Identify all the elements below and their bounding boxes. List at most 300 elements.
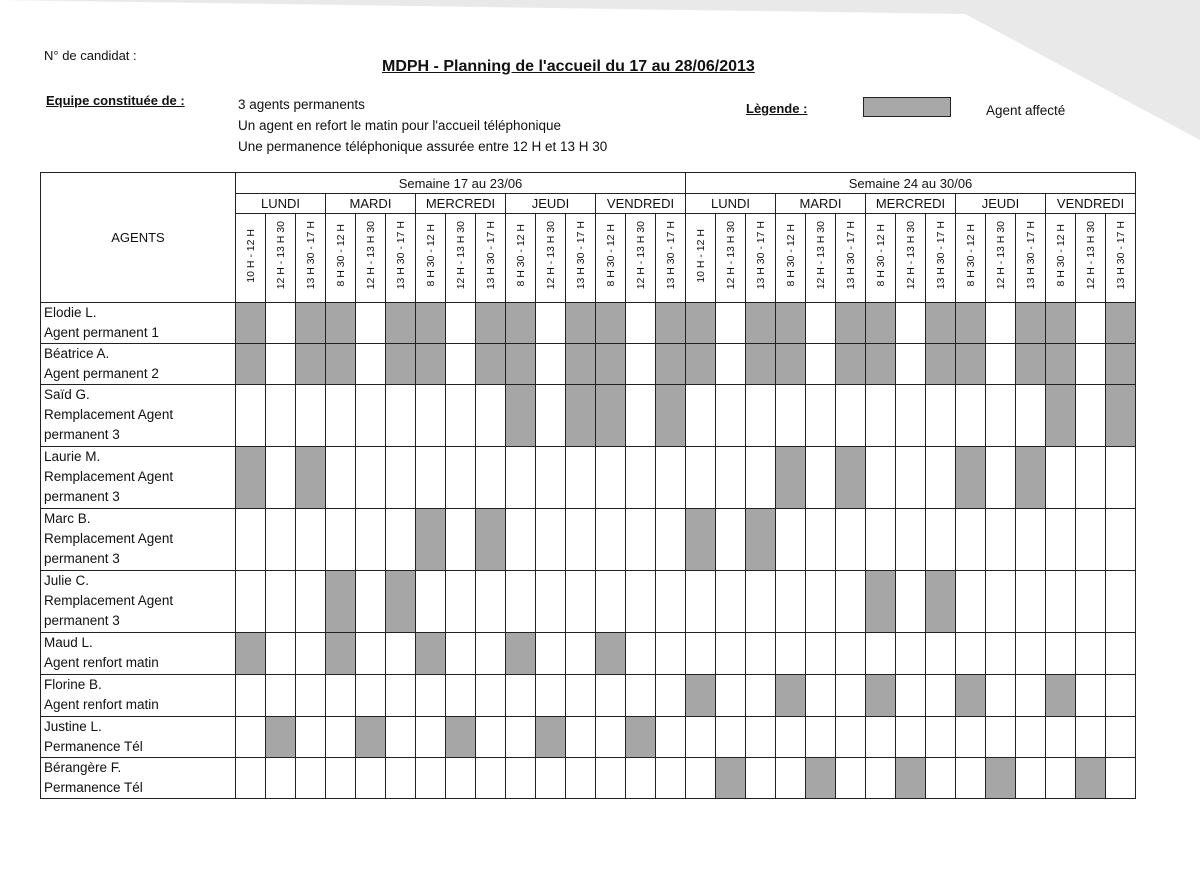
agent-name-line: Béatrice A. [44,346,110,361]
empty-slot-cell [626,571,656,633]
empty-slot-cell [626,447,656,509]
assigned-slot-cell [596,633,626,675]
empty-slot-cell [896,571,926,633]
assigned-slot-cell [806,758,836,799]
slot-label: 13 H 30 - 17 H [664,221,677,290]
assigned-slot-cell [506,385,536,447]
empty-slot-cell [356,633,386,675]
assigned-slot-cell [326,303,356,344]
assigned-slot-cell [866,675,896,717]
empty-slot-cell [926,385,956,447]
day-header: LUNDI [686,194,776,214]
empty-slot-cell [566,717,596,758]
assigned-slot-cell [1046,344,1076,385]
assigned-slot-cell [686,344,716,385]
empty-slot-cell [266,633,296,675]
empty-slot-cell [866,509,896,571]
empty-slot-cell [926,633,956,675]
empty-slot-cell [656,509,686,571]
empty-slot-cell [1106,447,1136,509]
assigned-slot-cell [236,303,266,344]
empty-slot-cell [1016,758,1046,799]
slot-header [266,214,296,303]
empty-slot-cell [986,571,1016,633]
slot-label: 12 H - 13 H 30 [994,221,1007,290]
slot-label: 12 H - 13 H 30 [1084,221,1097,290]
agent-name-line: Marc B. [44,511,91,526]
empty-slot-cell [806,303,836,344]
team-line: Un agent en refort le matin pour l'accueil téléphonique [238,118,562,133]
empty-slot-cell [416,385,446,447]
agent-name-line: Permanence Tél [44,780,143,795]
empty-slot-cell [266,758,296,799]
empty-slot-cell [1076,447,1106,509]
agent-row [41,717,1136,758]
empty-slot-cell [746,385,776,447]
empty-slot-cell [776,633,806,675]
agent-name-cell [41,344,236,385]
empty-slot-cell [896,385,926,447]
assigned-slot-cell [956,675,986,717]
empty-slot-cell [386,447,416,509]
empty-slot-cell [536,675,566,717]
assigned-slot-cell [626,717,656,758]
slot-header [626,214,656,303]
empty-slot-cell [806,717,836,758]
slot-header [926,214,956,303]
day-header: JEUDI [506,194,596,214]
agent-name-cell [41,303,236,344]
empty-slot-cell [236,385,266,447]
assigned-slot-cell [746,344,776,385]
assigned-slot-cell [476,509,506,571]
empty-slot-cell [866,633,896,675]
empty-slot-cell [416,717,446,758]
slot-header [236,214,266,303]
slot-header [1046,214,1076,303]
assigned-slot-cell [686,303,716,344]
empty-slot-cell [716,303,746,344]
empty-slot-cell [836,509,866,571]
empty-slot-cell [716,509,746,571]
assigned-slot-cell [476,303,506,344]
slot-label: 8 H 30 - 12 H [604,224,617,287]
agent-name-line: Remplacement Agent [44,593,174,608]
agent-row [41,303,1136,344]
slot-label: 10 H - 12 H [694,228,707,283]
agent-row [41,571,1136,633]
empty-slot-cell [926,717,956,758]
slot-label: 8 H 30 - 12 H [874,224,887,287]
assigned-slot-cell [1106,385,1136,447]
slot-label: 12 H - 13 H 30 [724,221,737,290]
day-header: MERCREDI [416,194,506,214]
slot-header [896,214,926,303]
empty-slot-cell [446,303,476,344]
empty-slot-cell [896,344,926,385]
slot-header [446,214,476,303]
assigned-slot-cell [836,344,866,385]
empty-slot-cell [476,717,506,758]
empty-slot-cell [356,385,386,447]
empty-slot-cell [476,675,506,717]
empty-slot-cell [836,633,866,675]
empty-slot-cell [296,509,326,571]
assigned-slot-cell [1016,344,1046,385]
empty-slot-cell [836,717,866,758]
empty-slot-cell [356,303,386,344]
empty-slot-cell [476,633,506,675]
empty-slot-cell [806,675,836,717]
empty-slot-cell [386,385,416,447]
empty-slot-cell [956,571,986,633]
assigned-slot-cell [866,344,896,385]
empty-slot-cell [1106,675,1136,717]
empty-slot-cell [686,571,716,633]
agent-name-line: Florine B. [44,677,102,692]
empty-slot-cell [386,633,416,675]
empty-slot-cell [926,758,956,799]
empty-slot-cell [566,633,596,675]
empty-slot-cell [986,385,1016,447]
empty-slot-cell [626,303,656,344]
empty-slot-cell [326,675,356,717]
empty-slot-cell [986,633,1016,675]
empty-slot-cell [896,303,926,344]
empty-slot-cell [776,385,806,447]
empty-slot-cell [716,385,746,447]
slot-label: 8 H 30 - 12 H [964,224,977,287]
page-title: MDPH - Planning de l'accueil du 17 au 28/06/2013 [382,58,755,75]
slot-label: 13 H 30 - 17 H [1114,221,1127,290]
agent-row [41,344,1136,385]
assigned-slot-cell [896,758,926,799]
empty-slot-cell [986,447,1016,509]
empty-slot-cell [686,447,716,509]
empty-slot-cell [536,303,566,344]
slot-header [506,214,536,303]
empty-slot-cell [596,571,626,633]
legend-swatch [863,97,951,117]
empty-slot-cell [356,571,386,633]
empty-slot-cell [1076,633,1106,675]
agent-row [41,447,1136,509]
agent-name-line: Agent permanent 2 [44,366,159,381]
assigned-slot-cell [296,447,326,509]
empty-slot-cell [1046,758,1076,799]
team-label: Equipe constituée de : [46,93,185,108]
agent-name-line: Justine L. [44,719,102,734]
empty-slot-cell [686,633,716,675]
empty-slot-cell [536,571,566,633]
empty-slot-cell [686,717,716,758]
slot-header [866,214,896,303]
empty-slot-cell [896,717,926,758]
empty-slot-cell [1016,509,1046,571]
empty-slot-cell [536,509,566,571]
empty-slot-cell [236,675,266,717]
assigned-slot-cell [1076,758,1106,799]
agent-name-line: Remplacement Agent [44,469,174,484]
empty-slot-cell [536,344,566,385]
empty-slot-cell [1106,633,1136,675]
assigned-slot-cell [776,303,806,344]
slot-header [416,214,446,303]
empty-slot-cell [896,675,926,717]
slot-label: 12 H - 13 H 30 [814,221,827,290]
slot-label: 13 H 30 - 17 H [394,221,407,290]
empty-slot-cell [536,758,566,799]
legend-label: Lègende : [746,101,808,116]
empty-slot-cell [1076,509,1106,571]
empty-slot-cell [1016,675,1046,717]
empty-slot-cell [596,758,626,799]
slot-header [746,214,776,303]
empty-slot-cell [716,633,746,675]
agent-row [41,385,1136,447]
empty-slot-cell [446,344,476,385]
empty-slot-cell [866,758,896,799]
agent-name-line: Saïd G. [44,387,90,402]
assigned-slot-cell [416,509,446,571]
slot-header [806,214,836,303]
slot-header [836,214,866,303]
week-header: Semaine 24 au 30/06 [686,173,1136,194]
slot-label: 13 H 30 - 17 H [754,221,767,290]
slot-label: 8 H 30 - 12 H [514,224,527,287]
empty-slot-cell [656,447,686,509]
empty-slot-cell [326,385,356,447]
assigned-slot-cell [296,303,326,344]
slot-header [596,214,626,303]
empty-slot-cell [296,633,326,675]
slot-label: 10 H - 12 H [244,228,257,283]
empty-slot-cell [566,758,596,799]
empty-slot-cell [806,344,836,385]
empty-slot-cell [1076,571,1106,633]
agent-name-cell [41,717,236,758]
day-header: MARDI [776,194,866,214]
empty-slot-cell [776,717,806,758]
agents-column-header: AGENTS [41,173,236,303]
slot-header [1016,214,1046,303]
assigned-slot-cell [1046,675,1076,717]
empty-slot-cell [476,385,506,447]
empty-slot-cell [266,447,296,509]
empty-slot-cell [806,633,836,675]
day-header: LUNDI [236,194,326,214]
empty-slot-cell [806,509,836,571]
empty-slot-cell [836,675,866,717]
empty-slot-cell [956,717,986,758]
empty-slot-cell [506,571,536,633]
assigned-slot-cell [566,344,596,385]
agent-row [41,633,1136,675]
slot-header [296,214,326,303]
empty-slot-cell [356,758,386,799]
empty-slot-cell [596,447,626,509]
slot-header [986,214,1016,303]
empty-slot-cell [446,571,476,633]
assigned-slot-cell [236,447,266,509]
empty-slot-cell [566,447,596,509]
empty-slot-cell [566,571,596,633]
assigned-slot-cell [866,571,896,633]
empty-slot-cell [236,571,266,633]
empty-slot-cell [926,675,956,717]
empty-slot-cell [536,447,566,509]
empty-slot-cell [356,675,386,717]
assigned-slot-cell [926,571,956,633]
assigned-slot-cell [776,675,806,717]
assigned-slot-cell [296,344,326,385]
slot-label: 13 H 30 - 17 H [934,221,947,290]
day-header: VENDREDI [1046,194,1136,214]
assigned-slot-cell [1016,447,1046,509]
assigned-slot-cell [686,509,716,571]
empty-slot-cell [656,717,686,758]
empty-slot-cell [1106,758,1136,799]
agent-name-cell [41,675,236,717]
agents-rows [41,303,1136,799]
empty-slot-cell [266,344,296,385]
empty-slot-cell [266,571,296,633]
empty-slot-cell [836,571,866,633]
empty-slot-cell [986,717,1016,758]
empty-slot-cell [416,447,446,509]
assigned-slot-cell [716,758,746,799]
assigned-slot-cell [986,758,1016,799]
slot-label: 12 H - 13 H 30 [634,221,647,290]
assigned-slot-cell [686,675,716,717]
assigned-slot-cell [1016,303,1046,344]
empty-slot-cell [476,447,506,509]
assigned-slot-cell [566,385,596,447]
agent-name-line: permanent 3 [44,489,120,504]
slot-header [326,214,356,303]
empty-slot-cell [746,717,776,758]
slot-header [956,214,986,303]
assigned-slot-cell [1106,303,1136,344]
empty-slot-cell [686,385,716,447]
team-line: 3 agents permanents [238,97,365,112]
empty-slot-cell [656,675,686,717]
assigned-slot-cell [1046,303,1076,344]
empty-slot-cell [506,717,536,758]
slot-label: 12 H - 13 H 30 [454,221,467,290]
empty-slot-cell [476,758,506,799]
slot-header [566,214,596,303]
empty-slot-cell [626,633,656,675]
slot-header [1106,214,1136,303]
assigned-slot-cell [326,633,356,675]
empty-slot-cell [296,385,326,447]
empty-slot-cell [596,717,626,758]
agent-name-line: Agent renfort matin [44,697,159,712]
assigned-slot-cell [746,303,776,344]
empty-slot-cell [1046,633,1076,675]
empty-slot-cell [806,447,836,509]
assigned-slot-cell [236,344,266,385]
empty-slot-cell [416,758,446,799]
agent-row [41,758,1136,799]
empty-slot-cell [296,675,326,717]
team-description [238,94,607,157]
empty-slot-cell [746,571,776,633]
empty-slot-cell [596,675,626,717]
empty-slot-cell [536,633,566,675]
assigned-slot-cell [926,344,956,385]
empty-slot-cell [956,633,986,675]
empty-slot-cell [626,344,656,385]
agent-name-line: Julie C. [44,573,90,588]
slot-label: 8 H 30 - 12 H [784,224,797,287]
empty-slot-cell [296,758,326,799]
empty-slot-cell [626,758,656,799]
empty-slot-cell [446,385,476,447]
empty-slot-cell [866,717,896,758]
empty-slot-cell [1046,571,1076,633]
empty-slot-cell [836,758,866,799]
slot-label: 8 H 30 - 12 H [334,224,347,287]
empty-slot-cell [776,571,806,633]
day-header: VENDREDI [596,194,686,214]
empty-slot-cell [506,509,536,571]
empty-slot-cell [656,633,686,675]
empty-slot-cell [746,675,776,717]
empty-slot-cell [626,509,656,571]
agent-name-cell [41,447,236,509]
empty-slot-cell [776,758,806,799]
agent-row [41,675,1136,717]
assigned-slot-cell [236,633,266,675]
empty-slot-cell [446,509,476,571]
empty-slot-cell [746,633,776,675]
agent-name-line: Elodie L. [44,305,97,320]
empty-slot-cell [806,385,836,447]
empty-slot-cell [356,509,386,571]
empty-slot-cell [386,717,416,758]
assigned-slot-cell [956,344,986,385]
assigned-slot-cell [656,303,686,344]
assigned-slot-cell [416,303,446,344]
empty-slot-cell [716,344,746,385]
assigned-slot-cell [416,344,446,385]
assigned-slot-cell [836,447,866,509]
empty-slot-cell [446,447,476,509]
assigned-slot-cell [326,571,356,633]
agent-name-line: Remplacement Agent [44,531,174,546]
assigned-slot-cell [386,571,416,633]
empty-slot-cell [326,447,356,509]
agent-name-cell [41,633,236,675]
empty-slot-cell [236,509,266,571]
agent-name-line: permanent 3 [44,613,120,628]
empty-slot-cell [956,758,986,799]
empty-slot-cell [656,571,686,633]
empty-slot-cell [1076,303,1106,344]
day-header: MARDI [326,194,416,214]
assigned-slot-cell [746,509,776,571]
assigned-slot-cell [506,344,536,385]
empty-slot-cell [986,509,1016,571]
assigned-slot-cell [956,447,986,509]
assigned-slot-cell [656,344,686,385]
assigned-slot-cell [476,344,506,385]
empty-slot-cell [506,758,536,799]
assigned-slot-cell [1046,385,1076,447]
assigned-slot-cell [866,303,896,344]
